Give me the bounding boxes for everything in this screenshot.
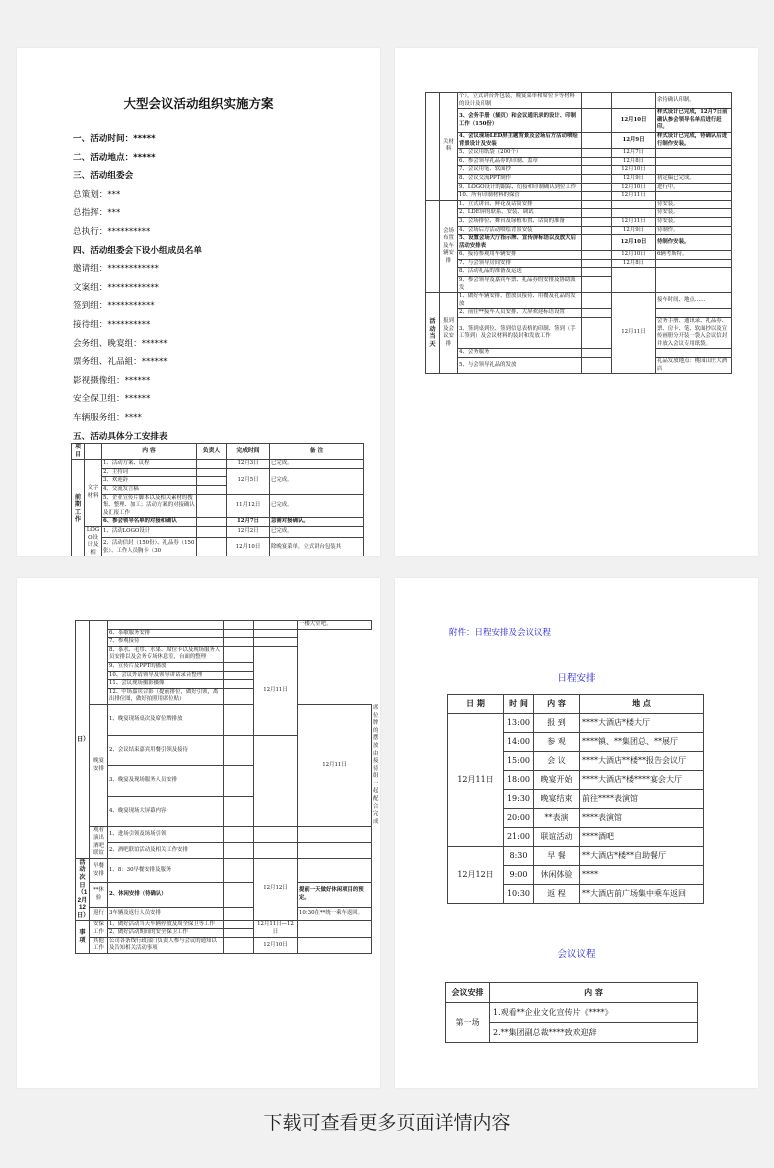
schedule-date: 12月12日 — [448, 847, 504, 904]
task-content: 8、茶水、毛巾、水果、席位卡以及现场服务人员安排以及会务专场休息室，台面的整理 — [108, 646, 224, 662]
task-time: 12月11日—12日 — [254, 920, 298, 937]
table-row — [76, 646, 372, 662]
schedule-content: 晚宴开始 — [534, 771, 580, 790]
task-note — [656, 268, 732, 293]
document-page-2 — [395, 48, 758, 556]
task-note: 已完成。 — [270, 468, 364, 494]
task-note: 除晚宴菜单，立式讲台包装其 — [270, 537, 364, 556]
schedule-content: 休闲体验 — [534, 866, 580, 885]
task-note: 会务手册、通讯录、礼品券、票、房卡、笔、软面抄以及宣传画册分开装一袋入会议信封并放入会议专用纸袋。 — [656, 318, 732, 349]
table-row — [426, 109, 732, 133]
task-time: 12月10日 — [612, 235, 656, 251]
task-note — [656, 192, 732, 201]
schedule-time: 8:30 — [504, 847, 534, 866]
header-cell: 日 期 — [448, 695, 504, 714]
task-time: 12月5日 — [227, 468, 270, 494]
task-content: 3、签到桌到位、签到信息表格的印制、签到（手工签到）及会议材料的装封和发放工作 — [458, 318, 582, 349]
task-note: 礼品发放地点：桃园山庄大酒店 — [656, 358, 732, 374]
header-cell: 内 容 — [534, 695, 580, 714]
table-row — [76, 843, 372, 859]
task-content: 9、LOGO设计的跟踪、衍接和印制确认到位工作 — [458, 183, 582, 192]
table-row — [426, 293, 732, 309]
outline-line: 车辆服务组：**** — [73, 412, 142, 423]
table-row — [76, 629, 372, 638]
table-row — [426, 318, 732, 349]
task-time: 12月10日 — [227, 537, 270, 556]
table-row — [426, 226, 732, 235]
task-time: 12月12日 — [254, 858, 298, 920]
task-note: 待制作安装。 — [656, 235, 732, 251]
task-content: 6、茶歇服务安排 — [108, 629, 224, 638]
table-row — [76, 638, 372, 647]
task-time: 12月11日 — [612, 217, 656, 226]
schedule-place: **大酒店前广场集中乘车返回 — [580, 885, 704, 904]
table-row — [76, 621, 372, 630]
page-title: 大型会议活动组织实施方案 — [123, 96, 274, 111]
header-cell: 完成时间 — [227, 444, 270, 460]
task-note: 样式设计已完成，待确认后进行制作安装。 — [656, 132, 732, 148]
task-note: 已完成。 — [270, 494, 364, 518]
task-content: 6、参会领导名单的对接和确认 — [102, 518, 197, 527]
download-caption: 下载可查看更多页面详情内容 — [263, 1112, 511, 1134]
task-content: 9、宣传片及PPT的播放 — [108, 662, 224, 671]
stage-label: 事项 — [76, 920, 90, 953]
task-content: 1、活动LOGO设计 — [102, 526, 197, 537]
task-note — [298, 843, 372, 859]
header-cell: 地 点 — [580, 695, 704, 714]
task-note — [656, 149, 732, 158]
task-note: 待制作。 — [656, 226, 732, 235]
outline-line: 五、活动具体分工安排表 — [73, 431, 168, 442]
outline-line: 邀请组：************ — [73, 264, 159, 275]
task-time — [254, 621, 298, 630]
task-note: 进行中。 — [656, 183, 732, 192]
task-time — [254, 827, 298, 843]
header-cell: 内 容 — [490, 983, 698, 1003]
task-time — [254, 843, 298, 859]
table-row — [72, 494, 364, 518]
schedule-title: 日程安排 — [557, 673, 596, 684]
task-content: 5、会议用纸袋（200个） — [458, 149, 582, 158]
task-time: 12月11日 — [612, 293, 656, 374]
stage-label: 活动当天 — [426, 293, 440, 374]
table-row — [426, 183, 732, 192]
document-page-1 — [17, 48, 380, 556]
table-row — [448, 714, 704, 733]
outline-line: 接待组：********** — [73, 319, 151, 330]
task-content: 7、会议用笔、软面抄 — [458, 166, 582, 175]
attachment-title: 附件：日程安排及会议议程 — [449, 628, 552, 638]
task-content: 2、做好活动期间的安全保卫工作 — [108, 929, 224, 938]
task-content: 个），立式讲台外包装，晚宴菜单和席位卡等材料的设计及印制 — [458, 93, 582, 109]
table-row — [76, 883, 372, 907]
schedule-time: 20:00 — [504, 809, 534, 828]
task-time — [612, 93, 656, 109]
task-note — [656, 259, 732, 268]
header-cell: 备 注 — [270, 444, 364, 460]
header-cell — [85, 444, 102, 460]
task-content: 4、会议现场LED屏主题背景及会场后方活动喷绘背景设计及安装 — [458, 132, 582, 148]
task-note: 余待确认印制。 — [656, 93, 732, 109]
schedule-content: 早 餐 — [534, 847, 580, 866]
table-row — [76, 680, 372, 689]
schedule-place: ****表演馆 — [580, 809, 704, 828]
agenda-title: 会议议程 — [557, 949, 596, 960]
task-note — [298, 827, 372, 843]
table-row — [426, 251, 732, 260]
task-note — [298, 858, 372, 882]
task-content: 10、会议外请领导及领导讲话录音整理 — [108, 671, 224, 680]
table-row — [426, 259, 732, 268]
task-note: 10:30在**统一乘车返回。 — [298, 907, 372, 920]
task-content: 3、欢迎辞 — [102, 477, 197, 486]
task-content: 公司各条线行政部门负责人参与会议的通知以及告知相关活动事项 — [108, 937, 224, 953]
task-content: 6、接待参观用车辆安排 — [458, 251, 582, 260]
session-label: 第一场 — [446, 1003, 490, 1043]
task-content: 10、所有印制材料的保管 — [458, 192, 582, 201]
task-note — [656, 349, 732, 358]
task-content: 4、交流发言稿 — [102, 485, 197, 494]
table-row — [76, 688, 372, 704]
table-header-row — [72, 444, 364, 460]
table-row — [426, 358, 732, 374]
outline-line: 总执行：********** — [73, 226, 151, 237]
task-content: 7、参观接待 — [108, 638, 224, 647]
group-label: 其他工作 — [90, 937, 108, 953]
task-time: 12月11日 — [612, 192, 656, 201]
outline-line: 四、活动组委会下设小组成员名单 — [73, 245, 202, 256]
plan-outline — [73, 130, 202, 446]
schedule-place: 前往****表演馆 — [580, 790, 704, 809]
task-content: 4、晚宴现场大屏幕内容 — [108, 796, 224, 827]
schedule-content: 报 到 — [534, 714, 580, 733]
task-note: 样式设计已完成，12月7日前确认参会领导名单后进行赶印。 — [656, 109, 732, 133]
group-label: 观看演出酒吧联谊 — [90, 827, 108, 858]
table-row — [448, 847, 704, 866]
task-time — [612, 200, 656, 209]
task-note: 待安装。 — [656, 209, 732, 218]
table-row — [446, 1003, 698, 1023]
outline-line: 二、活动地点：***** — [73, 152, 156, 163]
task-content: 5、设置会场大厅指示牌、宣传屏标语以及放大后活动安排表 — [458, 235, 582, 251]
task-note: 急需对接确认。 — [270, 518, 364, 527]
task-content: 1、活动方案、议程 — [102, 460, 197, 469]
task-time: 12月8日 — [612, 259, 656, 268]
schedule-content: 会 议 — [534, 752, 580, 771]
agenda-item: 2.**集团副总裁****致欢迎辞 — [490, 1023, 698, 1043]
schedule-content: 联谊活动 — [534, 828, 580, 847]
table-row — [426, 309, 732, 318]
task-note — [298, 920, 372, 937]
table-row — [426, 200, 732, 209]
schedule-time: 10:30 — [504, 885, 534, 904]
table-row — [426, 132, 732, 148]
task-content — [108, 621, 224, 630]
header-cell: 内 容 — [102, 444, 197, 460]
agenda-table — [445, 982, 698, 1043]
table-row — [76, 920, 372, 929]
task-note: 待安装。 — [656, 200, 732, 209]
task-content: 3、会务手册（插页）和会议通讯录的设计、印制工作（150份） — [458, 109, 582, 133]
task-time: 12月9日 — [612, 226, 656, 235]
task-time: 12月10日 — [612, 166, 656, 175]
schedule-time: 21:00 — [504, 828, 534, 847]
table-row — [72, 518, 364, 527]
table-row — [76, 858, 372, 882]
task-content: 9、参会领导及嘉宾车票、礼品券的安排及协助派发 — [458, 277, 582, 293]
task-content: 6、参会领导礼品券的印制、盖章 — [458, 157, 582, 166]
stage-label: 活动次日（12月12日） — [77, 858, 90, 919]
task-note — [656, 166, 732, 175]
header-cell: 负责人 — [197, 444, 227, 460]
schedule-place: ****大酒店*楼大厅 — [580, 714, 704, 733]
task-note — [254, 638, 298, 647]
task-time: 12月10日 — [612, 251, 656, 260]
schedule-place: **大酒店*楼**自助餐厅 — [580, 847, 704, 866]
task-time: 12月9日 — [612, 174, 656, 183]
task-time: 11月12日 — [227, 494, 270, 518]
outline-line: 三、活动组委会 — [73, 171, 134, 182]
table-header-row — [446, 983, 698, 1003]
task-content: 1、进场引领及场场引领 — [108, 827, 224, 843]
schedule-content: 参 观 — [534, 733, 580, 752]
group-label: 关材料 — [440, 93, 458, 201]
table-row — [426, 349, 732, 358]
schedule-content: **表演 — [534, 809, 580, 828]
group-label: 安保工作 — [90, 920, 108, 937]
task-content: 2、酒吧联谊活动及相关工作安排 — [108, 843, 224, 859]
task-time: 12月7日 — [227, 518, 270, 527]
task-note: 已完成。 — [270, 526, 364, 537]
task-content: 1、立式讲台、鲜花及话筒安排 — [458, 200, 582, 209]
table-row — [426, 93, 732, 109]
group-label: 晚宴安排 — [90, 704, 108, 827]
table-row — [76, 827, 372, 843]
task-content: 4、会场后方活动喷绘背景安装 — [458, 226, 582, 235]
task-content: 2、休闲安排（待确认） — [108, 883, 224, 907]
schedule-place: ****大酒店*楼****宴会大厅 — [580, 771, 704, 790]
schedule-time: 19:30 — [504, 790, 534, 809]
task-time: 12月10日 — [612, 109, 656, 133]
task-note: 已完成。 — [270, 460, 364, 469]
task-note: 接车时间、地点…… — [656, 293, 732, 309]
schedule-table — [447, 694, 704, 904]
table-row — [426, 268, 732, 277]
table-row — [76, 907, 372, 920]
task-content: 1、做好车辆安排、摆放员接待、用餐及礼品的发放 — [458, 293, 582, 309]
table-row — [76, 671, 372, 680]
task-time: 12月10日 — [612, 183, 656, 192]
table-row — [426, 192, 732, 201]
task-table-continued — [75, 620, 379, 954]
task-content: 8、活动礼品的准备及运送 — [458, 268, 582, 277]
schedule-place: ****酒吧 — [580, 828, 704, 847]
header-cell: 会议安排 — [446, 983, 490, 1003]
task-content: 11、会议现场摄影摄像 — [108, 680, 224, 689]
task-time: 12月7日 — [612, 149, 656, 158]
group-label: LOGO设计及相 — [85, 526, 102, 556]
schedule-place: ****大酒店**楼**报告会议厅 — [580, 752, 704, 771]
outline-line: 一、活动时间：***** — [73, 134, 156, 144]
table-row — [72, 537, 364, 556]
schedule-time: 13:00 — [504, 714, 534, 733]
outline-line: 影视摄像组：****** — [73, 375, 151, 386]
task-time: 12月2日 — [227, 526, 270, 537]
task-time: 12月8日 — [612, 157, 656, 166]
task-content: 1、晚宴现场桌次及席位牌排放 — [108, 704, 224, 735]
task-note — [298, 937, 372, 953]
stage-label: 前期工作 — [72, 460, 85, 556]
table-row — [426, 217, 732, 226]
task-table-continued — [425, 92, 732, 374]
task-content: 2、主持词 — [102, 468, 197, 477]
task-content: 5、企业宣传片脚本以及相关素材的搜集、整理、加工；活动方案的对接确认及汇报工作 — [102, 494, 197, 518]
task-content: 7、与会领导房间安排 — [458, 259, 582, 268]
table-row: 晚宴安排 1、晚宴现场桌次及席位牌排放 12月11日 席位牌的摆放由接待组一起配合完成 — [76, 704, 372, 735]
task-content: 2、前往**接车人员安排、大屏欢迎标语设置 — [458, 309, 582, 318]
task-content: 2、会议结束嘉宾用餐引领及接待 — [108, 735, 224, 766]
task-content: 3、会场排位、舞台及绿植布置、话筒的准备 — [458, 217, 582, 226]
task-content: 2、活动信封（150份）、礼品券（150张）、工作人员胸卡（30 — [102, 537, 197, 556]
outline-line: 文案组：************ — [73, 282, 159, 293]
schedule-place: **** — [580, 866, 704, 885]
document-page-4 — [395, 578, 758, 1088]
table-row — [72, 468, 364, 477]
task-table — [71, 443, 364, 556]
table-row — [426, 209, 732, 218]
task-time: 12月11日 — [254, 646, 298, 735]
task-note: 一楼大堂吧。 — [298, 621, 372, 630]
schedule-time: 9:00 — [504, 866, 534, 885]
task-content: 1、8：30早餐安排及服务 — [108, 858, 224, 882]
schedule-date: 12月11日 — [448, 714, 504, 847]
table-row — [426, 235, 732, 251]
group-label: **休验 — [90, 883, 108, 907]
task-note: 待安装。 — [656, 217, 732, 226]
schedule-time: 18:00 — [504, 771, 534, 790]
table-row — [426, 157, 732, 166]
task-note: 6辆考斯特。 — [656, 251, 732, 260]
outline-line: 总策划：*** — [73, 189, 121, 200]
table-row — [426, 166, 732, 175]
task-time — [612, 268, 656, 293]
outline-line: 票务组、礼品組：****** — [73, 357, 168, 368]
task-time: 12月10日 — [254, 937, 298, 953]
table-row — [76, 662, 372, 671]
task-content: 3车辆及返行人员安排 — [108, 907, 224, 920]
schedule-place: ****镇、**集团总、**展厅 — [580, 733, 704, 752]
task-content: 5、与会领导礼品的发放 — [458, 358, 582, 374]
task-content: 8、会议交流PPT制作 — [458, 174, 582, 183]
agenda-item: 1.观看**企业文化宣传片《****》 — [490, 1003, 698, 1023]
schedule-content: 晚宴结束 — [534, 790, 580, 809]
schedule-time: 15:00 — [504, 752, 534, 771]
header-cell: 项目 — [72, 444, 85, 460]
task-note: 提前一天做好休闲项目的预定。 — [298, 883, 372, 907]
task-note — [254, 629, 298, 638]
task-time: 12月9日 — [612, 132, 656, 148]
task-content: 12、中场嘉宾合影（提前排位，做好引领，离出排位图，做好拍照用席位贴） — [108, 688, 224, 704]
task-time: 12月3日 — [227, 460, 270, 469]
group-label: 早餐安排 — [90, 858, 108, 882]
table-row — [426, 174, 732, 183]
task-content: 1、做好活动当天车辆停放及周全保卫等工作 — [108, 920, 224, 929]
document-page-3 — [17, 578, 380, 1088]
table-row — [72, 460, 364, 469]
group-label: 文字材料 — [85, 460, 102, 527]
task-time — [612, 209, 656, 218]
task-content: 2、LDE屏的联系、安装、调试 — [458, 209, 582, 218]
outline-line: 总指挥：*** — [73, 208, 121, 219]
task-content: 3、晚宴及现场服务人员安排 — [108, 766, 224, 797]
task-time: 12月11日 — [298, 704, 372, 827]
task-note — [656, 157, 732, 166]
task-content: 4、会务服务 — [458, 349, 582, 358]
table-row — [76, 937, 372, 953]
outline-line: 安全保卫组：****** — [73, 394, 151, 405]
outline-line: 会务组、晚宴组：****** — [73, 338, 168, 349]
schedule-content: 返 程 — [534, 885, 580, 904]
table-header-row — [448, 695, 704, 714]
task-note — [656, 309, 732, 318]
group-label: 返行 — [90, 907, 108, 920]
stage-label: 日） — [76, 621, 90, 859]
outline-line: 签到组：*********** — [73, 301, 155, 312]
task-note: 初定稿已完成。 — [656, 174, 732, 183]
schedule-time: 14:00 — [504, 733, 534, 752]
table-row — [72, 526, 364, 537]
group-label: 会场布置及车辆安排 — [440, 200, 458, 293]
group-label: 报到及会议安排 — [440, 293, 458, 374]
header-cell: 时 间 — [504, 695, 534, 714]
table-row — [426, 149, 732, 158]
